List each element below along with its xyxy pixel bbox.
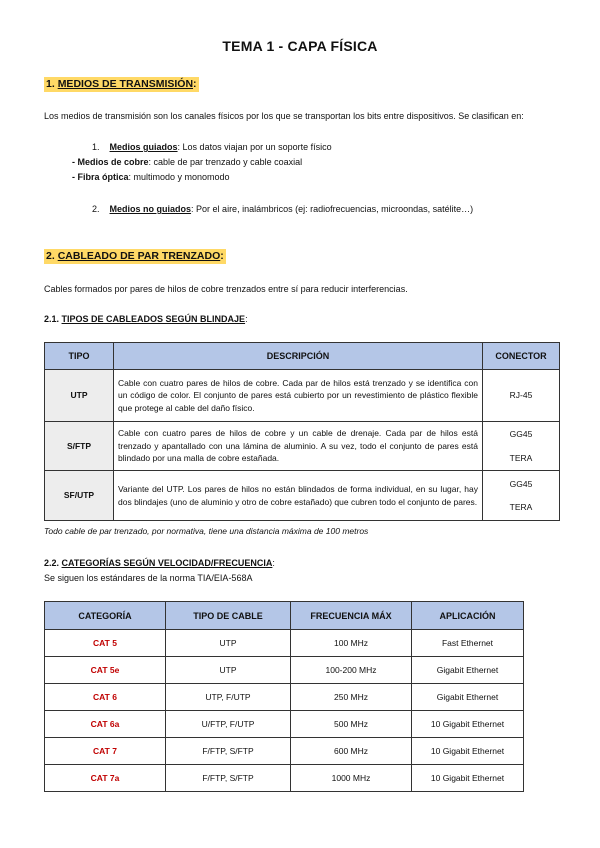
subsection-2-2-colon: : bbox=[272, 558, 275, 568]
cable-type-cell: S/FTP bbox=[45, 422, 114, 471]
unguided-media-label: Medios no guiados bbox=[109, 204, 192, 214]
frequency-cell: 600 MHz bbox=[291, 738, 412, 765]
list-number: 1. bbox=[92, 142, 100, 152]
table-row bbox=[45, 471, 560, 521]
column-header-descripcion: DESCRIPCIÓN bbox=[114, 343, 483, 370]
connector-secondary: TERA bbox=[509, 502, 533, 512]
connector-cell bbox=[483, 422, 560, 471]
description-cell: Cable con cuatro pares de hilos de cobre. Cada par de hilos está trenzado y se identifica con un código de color. El conjunto de pares está cubierto por un revestimiento de plástico flexible que protege al cable del daño físico. bbox=[114, 370, 483, 422]
section-1-colon: : bbox=[193, 78, 197, 90]
connector-primary: GG45 bbox=[509, 429, 533, 439]
column-header-tipo: TIPO bbox=[45, 343, 114, 370]
cable-type-cell: UTP bbox=[45, 370, 114, 422]
cable-type-cell: F/FTP, S/FTP bbox=[166, 738, 291, 765]
category-cell: CAT 5 bbox=[45, 630, 166, 657]
table-row bbox=[45, 765, 524, 792]
frequency-cell: 500 MHz bbox=[291, 711, 412, 738]
subsection-2-1-number: 2.1. bbox=[44, 314, 60, 324]
table-header-row bbox=[45, 343, 560, 370]
table-row bbox=[45, 630, 524, 657]
description-cell: Cable con cuatro pares de hilos de cobre y un cable de drenaje. Cada par de hilos está trenzado y apantallado con una lámina de aluminio. A su vez, todo el conjunto de pares está blindado por una malla de cobre estañada. bbox=[114, 422, 483, 471]
fiber-media-text: : multimodo y monomodo bbox=[128, 172, 230, 182]
cable-type-cell: SF/UTP bbox=[45, 471, 114, 521]
unguided-media-item bbox=[92, 203, 473, 215]
category-cell: CAT 6 bbox=[45, 684, 166, 711]
section-1-number: 1. bbox=[46, 78, 55, 90]
copper-media-text: : cable de par trenzado y cable coaxial bbox=[148, 157, 303, 167]
column-header-frecuencia: FRECUENCIA MÁX bbox=[291, 602, 412, 630]
connector-cell bbox=[483, 370, 560, 422]
list-number: 2. bbox=[92, 204, 100, 214]
page-title: TEMA 1 - CAPA FÍSICA bbox=[222, 38, 378, 54]
frequency-cell: 250 MHz bbox=[291, 684, 412, 711]
guided-media-text: : Los datos viajan por un soporte físico bbox=[177, 142, 332, 152]
max-distance-note: Todo cable de par trenzado, por normativa, tiene una distancia máxima de 100 metros bbox=[44, 526, 369, 536]
shielding-types-table bbox=[44, 342, 560, 521]
section-1-title: MEDIOS DE TRANSMISIÓN bbox=[57, 78, 194, 90]
copper-media-item bbox=[72, 156, 302, 168]
fiber-media-label: - Fibra óptica bbox=[72, 172, 129, 182]
category-cell: CAT 6a bbox=[45, 711, 166, 738]
section-2-intro: Cables formados por pares de hilos de cobre trenzados entre sí para reducir interferencias. bbox=[44, 284, 408, 294]
frequency-cell: 100-200 MHz bbox=[291, 657, 412, 684]
table-row bbox=[45, 422, 560, 471]
copper-media-label: - Medios de cobre bbox=[72, 157, 149, 167]
subsection-2-2-number: 2.2. bbox=[44, 558, 60, 568]
table-row bbox=[45, 370, 560, 422]
section-2-number: 2. bbox=[46, 250, 55, 262]
column-header-aplicacion: APLICACIÓN bbox=[412, 602, 524, 630]
table-row bbox=[45, 684, 524, 711]
connector-secondary: TERA bbox=[509, 452, 533, 463]
standard-intro: Se siguen los estándares de la norma TIA/EIA-568A bbox=[44, 573, 253, 583]
category-cell: CAT 7 bbox=[45, 738, 166, 765]
connector-primary: RJ-45 bbox=[509, 390, 533, 401]
application-cell: 10 Gigabit Ethernet bbox=[412, 711, 524, 738]
subsection-2-1-heading bbox=[44, 313, 248, 325]
application-cell: 10 Gigabit Ethernet bbox=[412, 765, 524, 792]
subsection-2-2-title: CATEGORÍAS SEGÚN VELOCIDAD/FRECUENCIA bbox=[61, 558, 273, 568]
cable-type-cell: F/FTP, S/FTP bbox=[166, 765, 291, 792]
application-cell: Gigabit Ethernet bbox=[412, 684, 524, 711]
table-row bbox=[45, 738, 524, 765]
section-2-colon: : bbox=[220, 250, 224, 262]
section-1-intro: Los medios de transmisión son los canales físicos por los que se transportan los bits entre dispositivos. Se clasifican en: bbox=[44, 111, 524, 121]
application-cell: Gigabit Ethernet bbox=[412, 657, 524, 684]
column-header-conector: CONECTOR bbox=[483, 343, 560, 370]
description-cell: Variante del UTP. Los pares de hilos no están blindados de forma individual, en su lugar, hay dos blindajes (uno de aluminio y otro de cobre estañado) que cubren todo el conjunto de pares. bbox=[114, 471, 483, 521]
frequency-cell: 100 MHz bbox=[291, 630, 412, 657]
frequency-cell: 1000 MHz bbox=[291, 765, 412, 792]
unguided-media-text: : Por el aire, inalámbricos (ej: radiofrecuencias, microondas, satélite…) bbox=[191, 204, 474, 214]
category-cell: CAT 7a bbox=[45, 765, 166, 792]
column-header-tipo-cable: TIPO DE CABLE bbox=[166, 602, 291, 630]
connector-cell bbox=[483, 471, 560, 521]
application-cell: 10 Gigabit Ethernet bbox=[412, 738, 524, 765]
cable-type-cell: U/FTP, F/UTP bbox=[166, 711, 291, 738]
subsection-2-1-colon: : bbox=[245, 314, 248, 324]
fiber-media-item bbox=[72, 171, 230, 183]
subsection-2-1-title: TIPOS DE CABLEADOS SEGÚN BLINDAJE bbox=[61, 314, 246, 324]
connector-primary: GG45 bbox=[509, 478, 533, 489]
table-row bbox=[45, 657, 524, 684]
cable-type-cell: UTP, F/UTP bbox=[166, 684, 291, 711]
column-header-categoria: CATEGORÍA bbox=[45, 602, 166, 630]
section-2-title: CABLEADO DE PAR TRENZADO bbox=[57, 250, 221, 262]
cable-type-cell: UTP bbox=[166, 630, 291, 657]
category-cell: CAT 5e bbox=[45, 657, 166, 684]
guided-media-label: Medios guiados bbox=[109, 142, 178, 152]
section-1-heading bbox=[44, 77, 199, 92]
guided-media-item bbox=[92, 141, 332, 153]
categories-table bbox=[44, 601, 524, 792]
section-2-heading bbox=[44, 249, 226, 264]
subsection-2-2-heading bbox=[44, 557, 275, 569]
table-header-row bbox=[45, 602, 524, 630]
application-cell: Fast Ethernet bbox=[412, 630, 524, 657]
cable-type-cell: UTP bbox=[166, 657, 291, 684]
table-row bbox=[45, 711, 524, 738]
